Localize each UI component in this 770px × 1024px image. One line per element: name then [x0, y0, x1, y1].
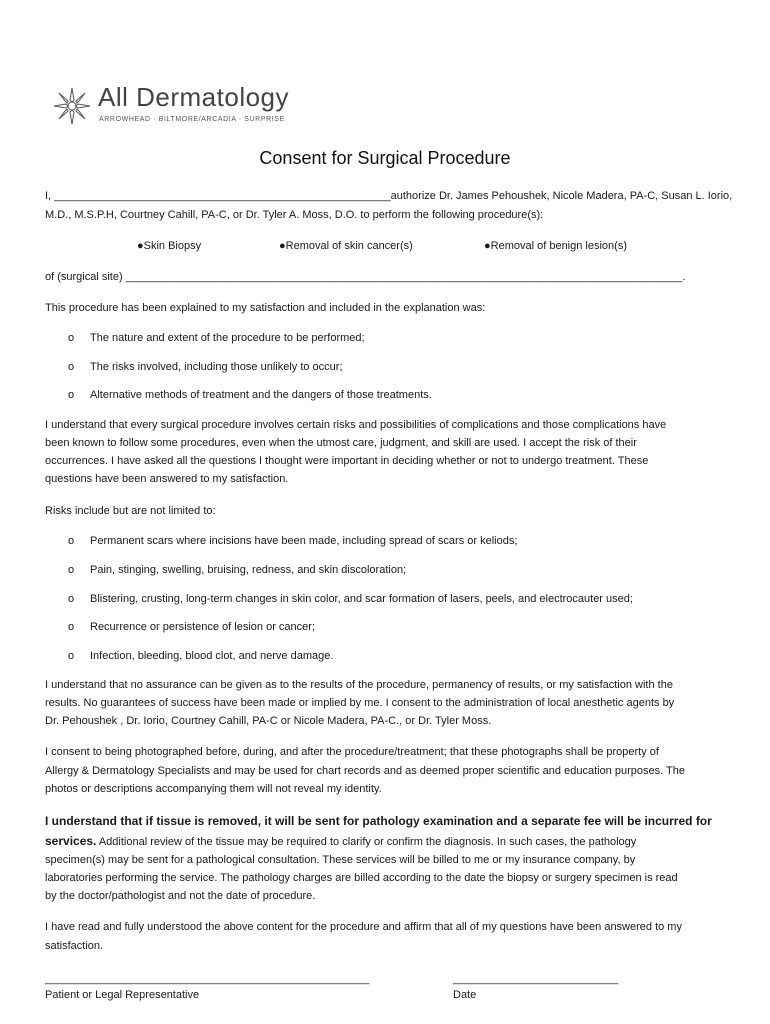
photo-consent-line: I consent to being photographed before, during, and after the procedure/treatment; that these photographs shall be property of [45, 746, 659, 758]
date-label: Date [453, 989, 477, 1001]
photo-consent-line: photos or descriptions accompanying them will not reveal my identity. [45, 783, 382, 795]
bullet-marker: o [68, 564, 75, 576]
explanation-item: The nature and extent of the procedure to be performed; [90, 332, 365, 344]
sunburst-logo-icon [52, 86, 92, 126]
risk-acknowledgement-line: been known to follow some procedures, even when the utmost care, judgment, and skill are used. I accept the risk of their [45, 437, 637, 449]
read-affirmation-line: satisfaction. [45, 940, 104, 952]
risk-item: Infection, bleeding, blood clot, and nerve damage. [90, 650, 334, 662]
bullet-marker: o [68, 593, 75, 605]
risk-acknowledgement-line: occurrences. I have asked all the questions I thought were important in deciding whether or not to undergo treatment. These [45, 455, 649, 467]
risk-item: Blistering, crusting, long-term changes in skin color, and scar formation of lasers, peels, and electrocauter used; [90, 593, 633, 605]
pathology-services-bold: services. [45, 834, 97, 848]
assurance-line: results. No guarantees of success have been made or implied by me. I consent to the administration of local anesthetic agents by [45, 697, 675, 709]
explanation-item: Alternative methods of treatment and the dangers of those treatments. [90, 389, 432, 401]
bullet-marker: o [68, 621, 75, 633]
form-title: Consent for Surgical Procedure [259, 148, 511, 168]
assurance-line: Dr. Pehoushek , Dr. Iorio, Courtney Cahill, PA-C or Nicole Madera, PA-C., or Dr. Tyler Moss. [45, 715, 492, 727]
risk-acknowledgement-line: questions have been answered to my satisfaction. [45, 473, 289, 485]
intro-line-2: M.D., M.S.P.H, Courtney Cahill, PA-C, or Dr. Tyler A. Moss, D.O. to perform the following procedure(s): [45, 209, 544, 221]
risk-item: Pain, stinging, swelling, bruising, redness, and skin discoloration; [90, 564, 407, 576]
procedure-benign-lesion-removal: ●Removal of benign lesion(s) [484, 240, 627, 252]
read-affirmation-line: I have read and fully understood the above content for the procedure and affirm that all of my questions have been answered to my [45, 921, 682, 933]
date-line[interactable]: ___________________________ [453, 973, 619, 985]
clinic-name: All Dermatology [98, 82, 290, 112]
intro-line-1: I, _______________________________________________________authorize Dr. James Pehoushek, Nicole Madera, PA-C, Susan L. Iorio, [45, 190, 733, 202]
clinic-locations: ARROWHEAD · BILTMORE/ARCADIA · SURPRISE [99, 116, 285, 123]
pathology-notice-bold: I understand that if tissue is removed, it will be sent for pathology examination and a separate fee will be incurred for [45, 814, 712, 828]
risk-item: Recurrence or persistence of lesion or cancer; [90, 621, 315, 633]
bullet-marker: o [68, 332, 75, 344]
risk-acknowledgement-line: I understand that every surgical procedure involves certain risks and possibilities of complications and those complications have [45, 419, 667, 431]
pathology-detail-line: laboratories performing the service. The pathology charges are billed according to the date the biopsy or surgery specimen is read [45, 872, 678, 884]
bullet-marker: o [68, 389, 75, 401]
procedure-skin-cancer-removal: ●Removal of skin cancer(s) [279, 240, 413, 252]
bullet-marker: o [68, 361, 75, 373]
bullet-marker: o [68, 535, 75, 547]
surgical-site-line: of (surgical site) ___________________________________________________________________________________________. [45, 271, 686, 283]
procedure-skin-biopsy: ●Skin Biopsy [137, 240, 202, 252]
explained-statement: This procedure has been explained to my satisfaction and included in the explanation was: [45, 302, 486, 314]
photo-consent-line: Allergy & Dermatology Specialists and may be used for chart records and as deemed proper scientific and education purposes. The [45, 765, 685, 777]
explanation-item: The risks involved, including those unlikely to occur; [90, 361, 343, 373]
pathology-notice-line [45, 832, 636, 851]
pathology-notice-rest: Additional review of the tissue may be required to clarify or confirm the diagnosis. In such cases, the pathology [96, 836, 637, 848]
assurance-line: I understand that no assurance can be given as to the results of the procedure, permanency of results, or my satisfaction with the [45, 679, 673, 691]
bullet-marker: o [68, 650, 75, 662]
risks-intro: Risks include but are not limited to: [45, 505, 216, 517]
clinic-logo [52, 84, 312, 130]
pathology-detail-line: specimen(s) may be sent for a pathological consultation. These services will be billed to me or my insurance company, by [45, 854, 636, 866]
signature-line[interactable]: _____________________________________________________ [45, 973, 370, 985]
signature-label: Patient or Legal Representative [45, 989, 200, 1001]
pathology-detail-line: by the doctor/pathologist and not the date of procedure. [45, 890, 316, 902]
risk-item: Permanent scars where incisions have been made, including spread of scars or keliods; [90, 535, 518, 547]
